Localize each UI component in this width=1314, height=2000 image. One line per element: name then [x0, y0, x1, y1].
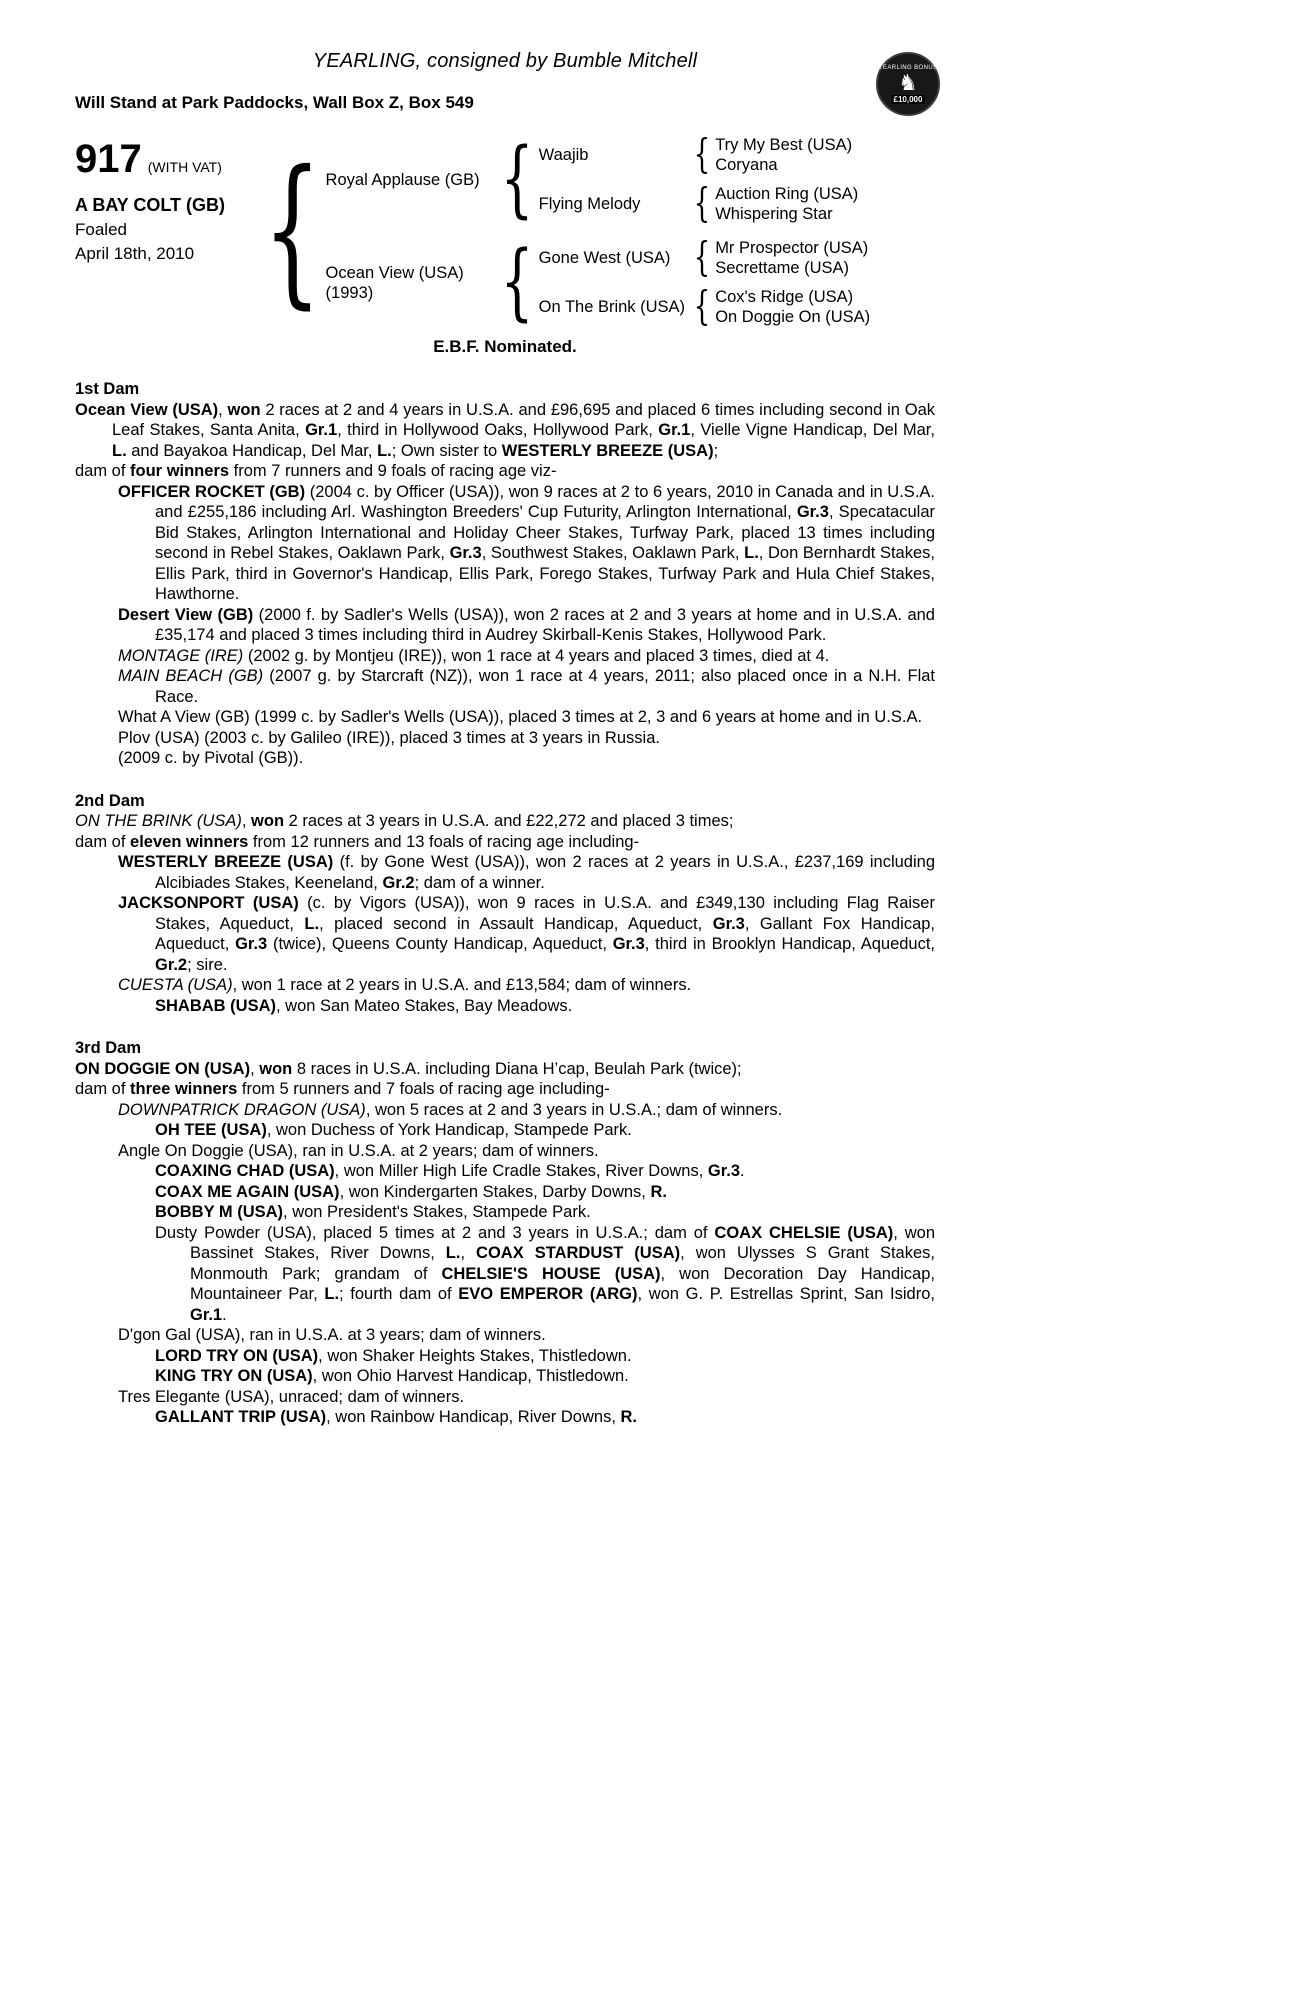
text-run: , won Duchess of York Handicap, Stampede Park. [266, 1121, 632, 1139]
text-run: , third in Brooklyn Handicap, Aqueduct, [644, 935, 936, 953]
text-run: , Southwest Stakes, Oaklawn Park, [481, 544, 745, 562]
text-run: (f. by Gone West (USA)), won 2 races at 2 years in U.S.A., £237,169 including Alcibiades Stakes, Keeneland, [155, 853, 935, 892]
pedigree-paragraph [75, 646, 935, 667]
text-run: Gr.3 [449, 544, 482, 562]
text-run: , won 1 race at 2 years in U.S.A. and £13,584; dam of winners. [232, 976, 692, 994]
great-grandparents [715, 135, 852, 175]
text-run: from 12 runners and 13 foals of racing age including- [248, 832, 640, 851]
page-content [75, 0, 938, 1428]
text-run: Gr.1 [658, 421, 691, 439]
pedigree-paragraph [75, 1325, 935, 1346]
text-run: R. [620, 1408, 637, 1426]
text-run: (2007 g. by Starcraft (NZ)), won 1 race at 4 years, 2011; also placed once in a N.H. Flat Race. [155, 667, 935, 706]
text-run: , won Miller High Life Cradle Stakes, River Downs, [334, 1162, 708, 1180]
text-run: Plov (USA) (2003 c. by Galileo (IRE)), placed 3 times at 3 years in Russia. [118, 728, 660, 747]
section-title: 3rd Dam [75, 1039, 142, 1057]
text-run: (2004 c. by Officer (USA)), won 9 races at 2 to 6 years, 2010 in Canada and in U.S.A. and £255,186 including Arl. Washington Breeders' Cup Futurity, Arlington International, [155, 482, 935, 521]
dam-section [75, 379, 935, 769]
vat-note: (WITH VAT) [147, 159, 222, 175]
pedigree-paragraph [75, 1141, 935, 1162]
pedigree-paragraph [75, 1202, 935, 1223]
text-run: ; sire. [187, 955, 228, 974]
dam-name-line: Ocean View (USA) [325, 263, 464, 282]
text-run: , [218, 400, 228, 419]
text-run: L. [324, 1285, 340, 1303]
pedigree-paragraph [75, 975, 935, 996]
pedigree-paragraph [75, 1223, 935, 1326]
text-run: MONTAGE (IRE) [118, 646, 244, 665]
dam-section [75, 791, 935, 1017]
text-run: ; dam of a winner. [414, 873, 545, 892]
text-run: , won Shaker Heights Stakes, Thistledown. [318, 1346, 632, 1365]
pedigree-paragraph [75, 400, 935, 462]
foaled-date: April 18th, 2010 [75, 244, 195, 263]
text-run: . [740, 1162, 745, 1180]
text-run: WESTERLY BREEZE (USA) [501, 441, 714, 460]
text-run: Desert View (GB) [118, 605, 254, 624]
text-run: three winners [130, 1080, 238, 1098]
sire-brace-icon: { [500, 131, 534, 228]
text-run: L. [377, 441, 392, 460]
ancestor-name: Auction Ring (USA) [715, 185, 859, 203]
text-run: D'gon Gal (USA), ran in U.S.A. at 3 years; dam of winners. [118, 1326, 546, 1344]
text-run: Ocean View (USA) [75, 400, 219, 419]
pedigree-paragraph [75, 707, 935, 728]
text-run: , Gallant Fox Handicap, Aqueduct, [155, 914, 936, 953]
text-run: four winners [130, 462, 230, 480]
text-run: , [460, 1244, 477, 1262]
text-run: , won Ohio Harvest Handicap, Thistledown. [312, 1367, 629, 1385]
pedigree-paragraph [75, 893, 935, 975]
text-run: , won Bassinet Stakes, River Downs, [190, 1223, 935, 1262]
text-run: Gr.2 [382, 873, 415, 892]
foaled-label: Foaled [75, 220, 127, 239]
text-run: CUESTA (USA) [118, 976, 233, 994]
text-run: L. [744, 544, 759, 562]
text-run: from 5 runners and 7 foals of racing age including- [237, 1080, 610, 1098]
pedigree-paragraph [75, 728, 935, 749]
pedigree-paragraph [75, 1407, 935, 1428]
sire-ancestors [538, 131, 935, 228]
pedigree-paragraph [75, 852, 935, 893]
text-run: ; [713, 441, 719, 460]
text-run: , won Decoration Day Handicap, Mountaineer Par, [190, 1264, 935, 1303]
text-run: , [250, 1059, 260, 1078]
pedigree-paragraph [75, 996, 935, 1017]
ancestor-name: Whispering Star [715, 205, 833, 223]
dam-block [325, 234, 935, 331]
text-run: , won Kindergarten Stakes, Darby Downs, [339, 1182, 651, 1201]
horse-icon: ♞ [898, 69, 918, 95]
great-grandparents [715, 238, 868, 278]
yearling-bonus-badge [876, 52, 940, 116]
ancestor-name: Coryana [715, 156, 778, 174]
text-run: , Specatacular Bid Stakes, Arlington International and Holiday Cheer Stakes, Turfway Park, placed 13 times including second in Rebel Stakes, Oaklawn Park, [155, 503, 935, 562]
text-run: SHABAB (USA) [155, 996, 276, 1015]
pedigree-paragraph [75, 1346, 935, 1367]
text-run: , won San Mateo Stakes, Bay Meadows. [276, 996, 573, 1015]
text-run: KING TRY ON (USA) [155, 1367, 313, 1385]
text-run: , won President's Stakes, Stampede Park. [283, 1203, 591, 1221]
text-run: CHELSIE'S HOUSE (USA) [441, 1264, 661, 1283]
pedigree-paragraph [75, 1100, 935, 1121]
text-run: LORD TRY ON (USA) [155, 1346, 319, 1365]
text-run: Gr.2 [155, 955, 188, 974]
dam-brace-icon: { [500, 234, 534, 331]
pedigree-parents [325, 131, 935, 331]
grandsire-name: Gone West (USA) [538, 249, 671, 267]
text-run: GALLANT TRIP (USA) [155, 1408, 327, 1426]
text-run: OH TEE (USA) [155, 1121, 267, 1139]
pedigree-paragraph [75, 666, 935, 707]
text-run: R. [650, 1182, 667, 1201]
granddam-name: On The Brink (USA) [538, 298, 686, 316]
text-run: (2009 c. by Pivotal (GB)). [118, 749, 304, 767]
text-run: , won 5 races at 2 and 3 years in U.S.A.; dam of winners. [365, 1100, 783, 1119]
text-run: , Don Bernhardt Stakes, Ellis Park, third in Governor's Handicap, Ellis Park, Forego Stakes, Turfway Park and Hula Chief Stakes, Hawthorne. [155, 544, 935, 603]
text-run: (twice), Queens County Handicap, Aqueduct, [267, 935, 613, 953]
badge-top-text: YEARLING BONUS [878, 64, 938, 71]
ancestor-name: On Doggie On (USA) [715, 308, 871, 326]
text-run: , won Rainbow Handicap, River Downs, [326, 1408, 621, 1426]
granddam-name: Flying Melody [538, 195, 641, 213]
grandsire-name: Waajib [538, 146, 589, 164]
dam-section [75, 1038, 935, 1428]
granddam-brace-icon: { [693, 283, 711, 331]
text-run: ON THE BRINK (USA) [75, 812, 242, 830]
text-run: Gr.3 [707, 1162, 740, 1180]
text-run: and Bayakoa Handicap, Del Mar, [126, 441, 378, 460]
consignor-title: YEARLING, consigned by Bumble Mitchell [312, 50, 698, 72]
section-title: 2nd Dam [75, 791, 145, 810]
pedigree-paragraph [75, 748, 935, 769]
pedigree-paragraph [75, 482, 935, 605]
horse-name: A BAY COLT (GB) [75, 195, 226, 215]
text-run: (c. by Vigors (USA)), won 9 races in U.S.A. and £349,130 including Flag Raiser Stakes, Aqueduct, [155, 894, 935, 933]
section-title: 1st Dam [75, 380, 140, 398]
granddam-block [538, 180, 935, 228]
text-run: 8 races in U.S.A. including Diana H’cap, Beulah Park (twice); [292, 1059, 742, 1078]
text-run: COAX ME AGAIN (USA) [155, 1182, 340, 1201]
text-run: eleven winners [130, 832, 249, 851]
text-run: COAX STARDUST (USA) [476, 1244, 681, 1262]
text-run: EVO EMPEROR (ARG) [458, 1285, 638, 1303]
pedigree-tree [263, 131, 935, 331]
pedigree-paragraph [75, 1366, 935, 1387]
text-run: won [227, 400, 261, 419]
text-run: COAXING CHAD (USA) [155, 1162, 335, 1180]
pedigree-paragraph [75, 461, 935, 482]
ebf-nominated: E.B.F. Nominated. [433, 337, 577, 356]
text-run: Gr.1 [190, 1305, 223, 1324]
text-run: L. [112, 441, 127, 460]
sire-block [325, 131, 935, 228]
text-run: What A View (GB) (1999 c. by Sadler's Wells (USA)), placed 3 times at 2, 3 and 6 years at home and in U.S.A. [118, 708, 923, 726]
text-run: , placed second in Assault Handicap, Aqueduct, [319, 914, 713, 933]
pedigree-paragraph [75, 1059, 935, 1080]
sire-name: Royal Applause (GB) [325, 170, 480, 189]
badge-bottom-text: £10,000 [891, 95, 926, 104]
great-grandparents [715, 287, 870, 327]
grandsire-block [538, 131, 935, 179]
text-run: Gr.3 [612, 935, 645, 953]
pedigree-paragraph [75, 811, 935, 832]
stand-location: Will Stand at Park Paddocks, Wall Box Z, Box 549 [75, 93, 474, 112]
text-run: ON DOGGIE ON (USA) [75, 1059, 251, 1078]
text-run: L. [304, 914, 320, 933]
text-run: L. [445, 1244, 461, 1262]
text-run: dam of [75, 832, 131, 851]
text-run: , third in Hollywood Oaks, Hollywood Park, [337, 421, 659, 439]
text-run: from 7 runners and 9 foals of racing age viz- [229, 462, 557, 480]
lot-info [75, 135, 263, 264]
text-run: , [241, 812, 252, 830]
text-run: Dusty Powder (USA), placed 5 times at 2 and 3 years in U.S.A.; dam of [155, 1223, 715, 1242]
text-run: 2 races at 3 years in U.S.A. and £22,272 and placed 3 times; [284, 812, 734, 830]
pedigree-paragraph [75, 1120, 935, 1141]
text-run: Gr.3 [796, 503, 829, 521]
pedigree-paragraph [75, 1079, 935, 1100]
grandsire-block [538, 234, 935, 282]
text-run: . [222, 1305, 227, 1324]
text-run: ; fourth dam of [339, 1285, 459, 1303]
ancestor-name: Mr Prospector (USA) [715, 239, 869, 257]
pedigree-brace-icon: { [263, 136, 322, 324]
text-run: 2 races at 2 and 4 years in U.S.A. and £96,695 and placed 6 times including second in Oak Leaf Stakes, Santa Anita, [112, 400, 935, 439]
text-run: JACKSONPORT (USA) [118, 894, 299, 912]
dam-sections [75, 379, 935, 1428]
granddam-block [538, 283, 935, 331]
lot-and-pedigree [75, 131, 935, 331]
text-run: dam of [75, 462, 131, 480]
text-run: dam of [75, 1080, 131, 1098]
text-run: (2002 g. by Montjeu (IRE)), won 1 race at 4 years and placed 3 times, died at 4. [243, 646, 830, 665]
lot-number: 917 [75, 137, 142, 181]
pedigree-paragraph [75, 1161, 935, 1182]
dam-year: (1993) [325, 283, 374, 302]
pedigree-paragraph [75, 1182, 935, 1203]
ancestor-name: Secrettame (USA) [715, 259, 850, 277]
text-run: Angle On Doggie (USA), ran in U.S.A. at 2 years; dam of winners. [118, 1141, 599, 1160]
text-run: Gr.1 [305, 421, 338, 439]
lot-number-line [75, 139, 263, 179]
text-run: , won Ulysses S Grant Stakes, Monmouth Park; grandam of [190, 1244, 935, 1283]
text-run: MAIN BEACH (GB) [118, 667, 264, 685]
grandsire-brace-icon: { [693, 234, 711, 282]
text-run: DOWNPATRICK DRAGON (USA) [118, 1100, 366, 1119]
text-run: , Vielle Vigne Handicap, Del Mar, [690, 421, 935, 439]
text-run: BOBBY M (USA) [155, 1203, 284, 1221]
text-run: OFFICER ROCKET (GB) [118, 482, 306, 501]
text-run: COAX CHELSIE (USA) [714, 1223, 894, 1242]
text-run: WESTERLY BREEZE (USA) [118, 853, 334, 871]
ancestor-name: Try My Best (USA) [715, 136, 853, 154]
text-run: Gr.3 [712, 914, 745, 933]
text-run: ; Own sister to [391, 441, 502, 460]
text-run: won [259, 1059, 293, 1078]
dam-ancestors [538, 234, 935, 331]
great-grandparents [715, 184, 858, 224]
dam-name [326, 263, 496, 303]
text-run: Tres Elegante (USA), unraced; dam of winners. [118, 1387, 465, 1406]
text-run: (2000 f. by Sadler's Wells (USA)), won 2 races at 2 and 3 years at home and in U.S.A. and £35,174 and placed 3 times including third in Audrey Skirball-Kenis Stakes, Hollywood Park. [155, 605, 935, 644]
ancestor-name: Cox's Ridge (USA) [715, 288, 854, 306]
pedigree-paragraph [75, 832, 935, 853]
text-run: , won G. P. Estrellas Sprint, San Isidro, [637, 1285, 935, 1303]
granddam-brace-icon: { [693, 180, 711, 228]
pedigree-paragraph [75, 605, 935, 646]
pedigree-paragraph [75, 1387, 935, 1408]
text-run: Gr.3 [235, 935, 268, 953]
text-run: won [251, 812, 285, 830]
grandsire-brace-icon: { [693, 131, 711, 179]
